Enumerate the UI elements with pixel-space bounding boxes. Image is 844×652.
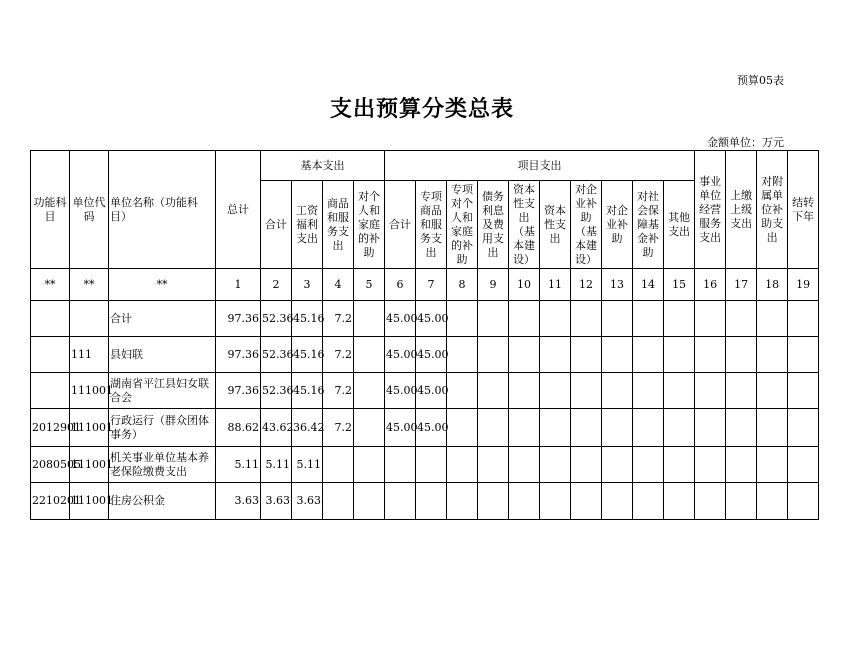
amount-cell [416,447,447,483]
index-cell: 11 [540,269,571,301]
amount-cell [509,301,540,337]
amount-cell [354,337,385,373]
amount-cell: 5.11 [292,447,323,483]
unit-name-cell: 湖南省平江县妇女联合会 [109,373,216,409]
amount-cell: 43.62 [261,409,292,447]
amount-cell [664,301,695,337]
amount-cell [633,373,664,409]
amount-cell [726,483,757,520]
amount-cell [478,447,509,483]
amount-cell: 97.36 [216,301,261,337]
index-cell: 13 [602,269,633,301]
amount-cell: 7.2 [323,301,354,337]
amount-cell [757,483,788,520]
amount-cell [354,483,385,520]
table-row [31,337,819,373]
amount-cell [323,483,354,520]
amount-cell [447,447,478,483]
amount-cell: 45.00 [416,373,447,409]
unit-name-cell: 县妇联 [109,337,216,373]
amount-cell [788,447,819,483]
amount-cell [695,483,726,520]
amount-cell [447,373,478,409]
amount-cell [602,447,633,483]
unit-code-cell: 111 [70,337,109,373]
index-cell: 18 [757,269,788,301]
amount-cell: 97.36 [216,337,261,373]
col-basic-goods: 商品和服务支出 [323,181,354,269]
amount-cell [354,373,385,409]
amount-cell: 36.42 [292,409,323,447]
func-code-cell: 2080505 [31,447,70,483]
amount-cell [726,373,757,409]
amount-cell: 45.00 [385,409,416,447]
amount-cell [602,409,633,447]
amount-cell: 45.00 [416,337,447,373]
col-project-personal: 专项对个人和家庭的补助 [447,181,478,269]
amount-cell [633,409,664,447]
amount-cell: 45.16 [292,301,323,337]
unit-name-cell: 行政运行（群众团体事务） [109,409,216,447]
amount-cell [447,483,478,520]
amount-cell: 45.00 [385,373,416,409]
amount-cell [571,409,602,447]
amount-cell [540,483,571,520]
col-project-capital-build: 资本性支出（基本建设） [509,181,540,269]
amount-cell [509,373,540,409]
index-cell: 4 [323,269,354,301]
unit-code-cell [70,301,109,337]
col-subsidy: 对附属单位补助支出 [757,151,788,269]
amount-cell [695,373,726,409]
amount-cell [757,409,788,447]
amount-cell [478,483,509,520]
amount-cell [571,337,602,373]
amount-cell [509,447,540,483]
amount-cell [602,301,633,337]
amount-cell: 7.2 [323,373,354,409]
amount-cell: 3.63 [261,483,292,520]
amount-cell [788,301,819,337]
index-cell: 16 [695,269,726,301]
amount-cell [664,373,695,409]
amount-cell: 45.16 [292,337,323,373]
amount-cell [447,301,478,337]
col-func-code: 功能科目 [31,151,70,269]
budget-table [30,150,819,520]
table-row [31,483,819,520]
unit-name-cell: 合计 [109,301,216,337]
col-carry: 结转下年 [788,151,819,269]
amount-cell [788,409,819,447]
amount-cell [540,447,571,483]
form-number: 预算05表 [737,74,784,87]
amount-cell: 88.62 [216,409,261,447]
col-project-goods: 专项商品和服务支出 [416,181,447,269]
amount-cell [664,447,695,483]
amount-cell [323,447,354,483]
unit-code-cell: 111001 [70,447,109,483]
amount-cell [788,337,819,373]
amount-cell [354,447,385,483]
index-row [31,269,819,301]
index-cell: 19 [788,269,819,301]
amount-cell [633,337,664,373]
amount-cell [664,409,695,447]
table-row [31,447,819,483]
amount-cell [571,373,602,409]
amount-cell: 52.36 [261,373,292,409]
page-title: 支出预算分类总表 [329,96,514,122]
amount-cell [602,483,633,520]
amount-cell [602,337,633,373]
amount-cell [757,337,788,373]
amount-cell: 5.11 [261,447,292,483]
col-project-debt: 债务利息及费用支出 [478,181,509,269]
index-cell: 1 [216,269,261,301]
amount-cell: 7.2 [323,409,354,447]
amount-cell: 45.00 [416,409,447,447]
col-project-capital: 资本性支出 [540,181,571,269]
unit-code-cell: 111001 [70,373,109,409]
amount-cell [695,447,726,483]
amount-cell [478,409,509,447]
amount-cell [757,373,788,409]
index-cell: 7 [416,269,447,301]
amount-cell [478,373,509,409]
amount-cell [385,483,416,520]
unit-name-cell: 住房公积金 [109,483,216,520]
amount-cell: 5.11 [216,447,261,483]
amount-cell [788,373,819,409]
col-unit-code: 单位代码 [70,151,109,269]
amount-cell [354,409,385,447]
amount-cell: 45.00 [385,301,416,337]
amount-cell [478,337,509,373]
col-business: 事业单位经营服务支出 [695,151,726,269]
table-row [31,301,819,337]
index-cell: 9 [478,269,509,301]
amount-cell [602,373,633,409]
amount-cell [447,337,478,373]
index-cell: 8 [447,269,478,301]
index-cell: 15 [664,269,695,301]
amount-cell [726,301,757,337]
col-basic-salary: 工资福利支出 [292,181,323,269]
index-cell: 5 [354,269,385,301]
func-code-cell [31,337,70,373]
amount-cell [757,447,788,483]
col-project-enterprise-build: 对企业补助（基本建设） [571,181,602,269]
unit-name-cell: 机关事业单位基本养老保险缴费支出 [109,447,216,483]
table-body [31,301,819,520]
col-unit-name: 单位名称（功能科目） [109,151,216,269]
col-project-social: 对社会保障基金补助 [633,181,664,269]
amount-cell: 45.00 [385,337,416,373]
amount-cell [633,301,664,337]
amount-cell [664,483,695,520]
amount-cell [447,409,478,447]
index-cell: 2 [261,269,292,301]
amount-cell [726,337,757,373]
col-basic-personal: 对个人和家庭的补助 [354,181,385,269]
func-code-cell: 2210201 [31,483,70,520]
amount-cell: 3.63 [292,483,323,520]
col-total: 总计 [216,151,261,269]
amount-cell [757,301,788,337]
amount-cell: 52.36 [261,301,292,337]
amount-cell [633,447,664,483]
amount-cell [664,337,695,373]
amount-cell: 45.00 [416,301,447,337]
col-project-other: 其他支出 [664,181,695,269]
func-code-cell [31,373,70,409]
func-code-cell [31,301,70,337]
amount-cell [571,483,602,520]
unit-code-cell: 111001 [70,409,109,447]
table-row [31,373,819,409]
col-upper: 上缴上级支出 [726,151,757,269]
amount-cell: 52.36 [261,337,292,373]
col-project-enterprise: 对企业补助 [602,181,633,269]
func-code-cell: 2012901 [31,409,70,447]
index-cell: 12 [571,269,602,301]
index-cell: 17 [726,269,757,301]
amount-cell [571,301,602,337]
amount-cell [509,409,540,447]
amount-cell: 7.2 [323,337,354,373]
amount-cell [633,483,664,520]
col-basic-total: 合计 [261,181,292,269]
amount-cell [726,409,757,447]
amount-cell [509,483,540,520]
index-cell: ** [31,269,70,301]
amount-cell [695,409,726,447]
group-basic: 基本支出 [261,151,385,181]
amount-cell [416,483,447,520]
amount-cell [540,409,571,447]
amount-cell [695,337,726,373]
index-cell: ** [70,269,109,301]
index-cell: 6 [385,269,416,301]
amount-cell: 3.63 [216,483,261,520]
amount-cell: 45.16 [292,373,323,409]
amount-cell [540,337,571,373]
amount-cell [354,301,385,337]
amount-cell [540,373,571,409]
index-cell: 14 [633,269,664,301]
index-cell: 10 [509,269,540,301]
group-project: 项目支出 [385,151,695,181]
amount-cell [571,447,602,483]
amount-cell [726,447,757,483]
amount-cell [540,301,571,337]
unit-code-cell: 111001 [70,483,109,520]
amount-cell [385,447,416,483]
amount-cell [788,483,819,520]
amount-cell: 97.36 [216,373,261,409]
amount-cell [509,337,540,373]
col-project-total: 合计 [385,181,416,269]
table-row [31,409,819,447]
amount-cell [695,301,726,337]
amount-cell [478,301,509,337]
amount-unit: 金额单位：万元 [707,136,784,149]
index-cell: 3 [292,269,323,301]
index-cell: ** [109,269,216,301]
